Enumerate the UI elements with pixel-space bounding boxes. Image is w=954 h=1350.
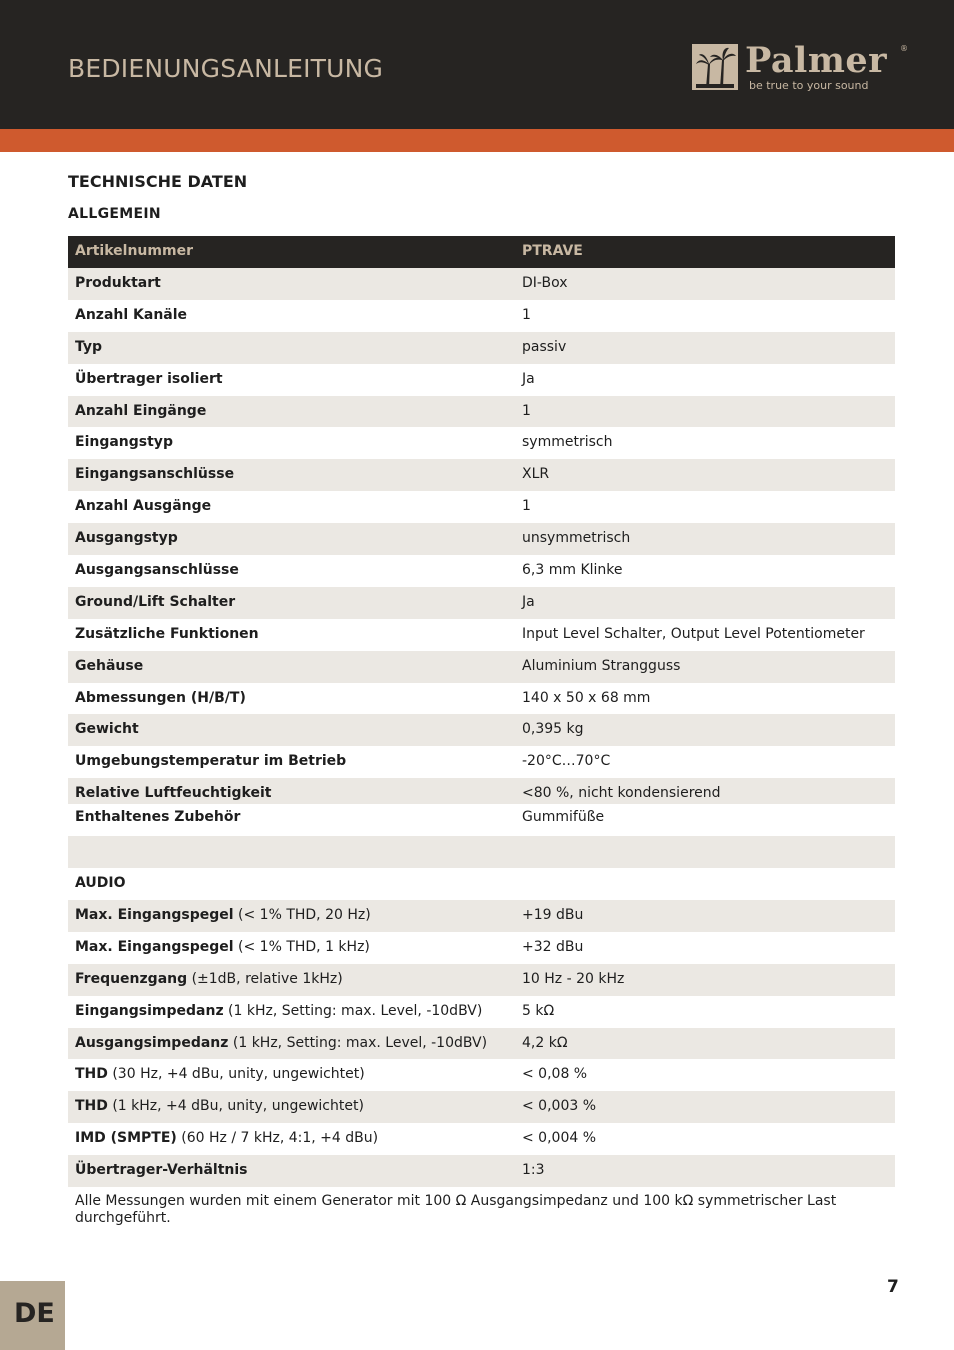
row-label-qualifier: (< 1% THD, 1 kHz): [233, 938, 370, 955]
table-row: [68, 1028, 895, 1060]
row-label: [75, 971, 343, 987]
row-label: [75, 1098, 364, 1114]
row-value: <80 %, nicht kondensierend: [522, 785, 721, 802]
row-label-qualifier: (1 kHz, +4 dBu, unity, ungewichtet): [107, 1098, 364, 1115]
table-row: [68, 587, 895, 619]
table-row: [68, 1123, 895, 1155]
table-row: [68, 427, 895, 459]
audio-heading-row: [68, 868, 895, 900]
table-row: [68, 491, 895, 523]
row-value: 1: [522, 306, 531, 323]
table-row: [68, 932, 895, 964]
table-row: [68, 651, 895, 683]
row-label-main: THD: [75, 1066, 108, 1083]
row-label-qualifier: (60 Hz / 7 kHz, 4:1, +4 dBu): [176, 1130, 379, 1147]
header-value: PTRAVE: [522, 243, 583, 259]
table-row: [68, 778, 895, 804]
table-header-row: [68, 236, 895, 268]
table-row: [68, 804, 895, 836]
row-value: symmetrisch: [522, 434, 613, 451]
row-label-main: Übertrager-Verhältnis: [75, 1162, 248, 1179]
table-row: [68, 523, 895, 555]
row-label: Umgebungstemperatur im Betrieb: [75, 753, 347, 770]
row-value: unsymmetrisch: [522, 530, 631, 547]
language-code: DE: [14, 1298, 55, 1329]
table-row: [68, 619, 895, 651]
row-label: Zusätzliche Funktionen: [75, 625, 259, 642]
row-label-qualifier: (1 kHz, Setting: max. Level, -10dBV): [223, 1002, 483, 1019]
spec-table: [68, 236, 895, 1187]
table-row: [68, 1155, 895, 1187]
row-label: [75, 907, 371, 923]
table-row: [68, 1091, 895, 1123]
table-row: [68, 555, 895, 587]
table-row: [68, 459, 895, 491]
row-label: Gewicht: [75, 721, 139, 738]
table-row: [68, 746, 895, 778]
row-label: Ausgangstyp: [75, 530, 178, 547]
row-value: 6,3 mm Klinke: [522, 562, 623, 579]
page-header: [0, 0, 954, 129]
row-label-main: THD: [75, 1098, 108, 1115]
row-label: Enthaltenes Zubehör: [75, 809, 241, 826]
row-value: 140 x 50 x 68 mm: [522, 689, 651, 706]
table-row: [68, 396, 895, 428]
header-label: Artikelnummer: [75, 243, 193, 259]
row-value: < 0,003 %: [522, 1098, 597, 1115]
row-label: Produktart: [75, 275, 161, 291]
measurement-note: Alle Messungen wurden mit einem Generator mit 100 Ω Ausgangsimpedanz und 100 kΩ symmetrischer Last durchgeführt.: [75, 1193, 837, 1226]
row-label: Relative Luftfeuchtigkeit: [75, 785, 272, 802]
row-value: 0,395 kg: [522, 721, 584, 738]
table-row: [68, 300, 895, 332]
row-label-main: IMD (SMPTE): [75, 1130, 177, 1147]
row-value: passiv: [522, 338, 567, 355]
table-row: [68, 964, 895, 996]
row-label: Abmessungen (H/B/T): [75, 689, 246, 706]
row-value: Ja: [522, 593, 535, 610]
table-row: [68, 364, 895, 396]
accent-bar: [0, 129, 954, 152]
palmer-logo: [692, 40, 910, 96]
row-value: Gummifüße: [522, 809, 605, 826]
row-label: Ground/Lift Schalter: [75, 593, 236, 610]
table-row: [68, 1059, 895, 1091]
row-label: [75, 939, 370, 955]
row-value: XLR: [522, 466, 550, 483]
row-label-main: Ausgangsimpedanz: [75, 1034, 229, 1051]
row-label: Anzahl Ausgänge: [75, 498, 212, 515]
row-value: -20°C…70°C: [522, 753, 611, 770]
row-label-qualifier: (±1dB, relative 1kHz): [187, 970, 343, 987]
logo-wordmark: Palmer: [745, 40, 888, 81]
row-value: 4,2 kΩ: [522, 1034, 568, 1051]
page-number: 7: [887, 1277, 899, 1297]
row-label: Eingangstyp: [75, 434, 173, 451]
table-row: [68, 996, 895, 1028]
table-row: [68, 268, 895, 300]
row-label: [75, 1035, 487, 1051]
row-label: [75, 1162, 248, 1178]
row-label: Anzahl Eingänge: [75, 402, 207, 419]
table-row: [68, 714, 895, 746]
table-row: [68, 332, 895, 364]
row-label: Eingangsanschlüsse: [75, 466, 235, 483]
row-value: Input Level Schalter, Output Level Potentiometer: [522, 625, 865, 642]
row-value: 1: [522, 498, 531, 515]
row-label-qualifier: (30 Hz, +4 dBu, unity, ungewichtet): [107, 1066, 365, 1083]
subsection-title: ALLGEMEIN: [68, 206, 161, 222]
row-label-qualifier: (1 kHz, Setting: max. Level, -10dBV): [228, 1034, 488, 1051]
row-label-main: Max. Eingangspegel: [75, 907, 234, 924]
row-value: < 0,08 %: [522, 1066, 588, 1083]
row-label: Ausgangsanschlüsse: [75, 562, 239, 579]
spacer-row: [68, 836, 895, 868]
row-label: [75, 1130, 378, 1146]
row-label-main: Frequenzgang: [75, 970, 188, 987]
row-value: +32 dBu: [522, 938, 584, 955]
row-label: [75, 1066, 365, 1082]
row-value: DI-Box: [522, 275, 568, 291]
row-value: Ja: [522, 370, 535, 387]
row-value: Aluminium Strangguss: [522, 657, 681, 674]
row-label-main: Eingangsimpedanz: [75, 1002, 224, 1019]
row-label: [75, 1003, 482, 1019]
row-value: 1:3: [522, 1162, 545, 1179]
row-value: 10 Hz - 20 kHz: [522, 970, 625, 987]
registered-mark: ®: [900, 44, 908, 53]
language-tab: [0, 1281, 65, 1350]
table-row: [68, 900, 895, 932]
manual-title: BEDIENUNGSANLEITUNG: [68, 54, 384, 83]
row-value: 5 kΩ: [522, 1002, 555, 1019]
row-label: Anzahl Kanäle: [75, 306, 188, 323]
row-label-qualifier: (< 1% THD, 20 Hz): [233, 907, 371, 924]
audio-heading: AUDIO: [75, 875, 126, 892]
table-row: [68, 683, 895, 715]
logo-tagline: be true to your sound: [749, 79, 869, 92]
row-value: +19 dBu: [522, 907, 584, 924]
row-label: Typ: [75, 338, 103, 355]
row-label: Gehäuse: [75, 657, 144, 674]
palm-tree-icon: [692, 44, 738, 90]
row-value: 1: [522, 402, 531, 419]
row-label: Übertrager isoliert: [75, 370, 223, 387]
row-value: < 0,004 %: [522, 1130, 597, 1147]
section-title: TECHNISCHE DATEN: [68, 172, 248, 191]
row-label-main: Max. Eingangspegel: [75, 938, 234, 955]
